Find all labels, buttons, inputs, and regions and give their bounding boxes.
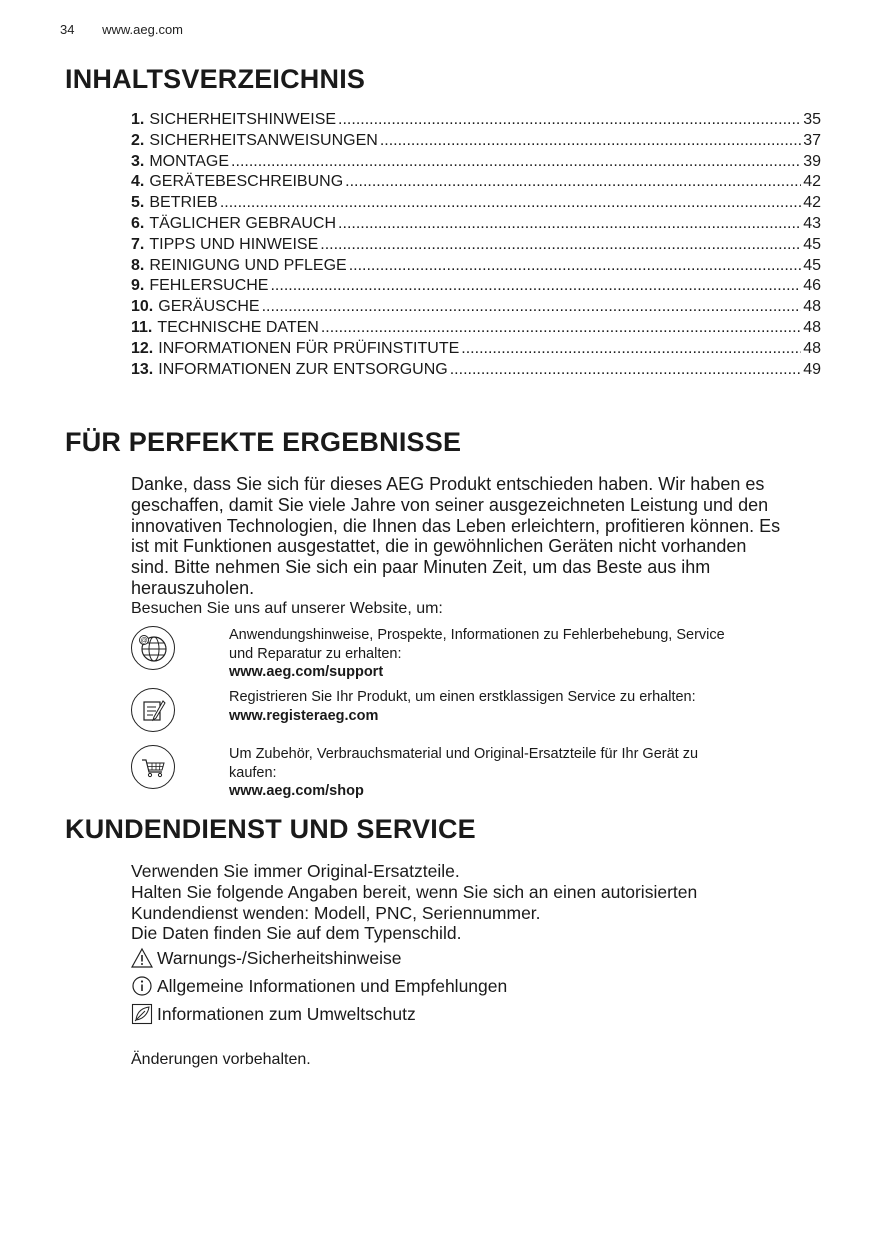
toc-number: 7. (131, 235, 145, 253)
toc-leader (262, 297, 802, 318)
intro-line: geschaffen, damit Sie viele Jahre von seiner ausgezeichneten Leistung und den (131, 494, 769, 515)
toc-number: 10. (131, 298, 154, 316)
toc-entry[interactable] (131, 193, 821, 214)
toc-title: INHALTSVERZEICHNIS (65, 64, 366, 94)
toc-label: INFORMATIONEN ZUR ENTSORGUNG (158, 360, 448, 378)
toc-page: 45 (803, 235, 821, 253)
service-text-line: und Reparatur zu erhalten: (229, 645, 402, 662)
legend-info (131, 975, 507, 997)
toc-label: TECHNISCHE DATEN (157, 318, 319, 336)
legend-label: Warnungs-/Sicherheitshinweise (157, 947, 402, 968)
toc-entry[interactable] (131, 214, 821, 235)
toc-page: 48 (803, 339, 821, 357)
service-line: Kundendienst wenden: Modell, PNC, Seriennummer. (131, 902, 541, 923)
service-text-line: Anwendungshinweise, Prospekte, Informationen zu Fehlerbehebung, Service (229, 627, 725, 643)
service-text-line: kaufen: (229, 764, 277, 781)
service-line: Verwenden Sie immer Original-Ersatzteile. (131, 861, 460, 881)
toc-number: 2. (131, 131, 145, 149)
toc-page: 46 (803, 277, 821, 295)
toc-label: BETRIEB (149, 194, 218, 212)
toc-leader (220, 193, 801, 214)
intro-line: Danke, dass Sie sich für dieses AEG Produkt entschieden haben. Wir haben es (131, 474, 765, 494)
toc-number: 4. (131, 173, 145, 191)
service-text-line: Registrieren Sie Ihr Produkt, um einen erstklassigen Service zu erhalten: (229, 689, 696, 705)
toc-leader (338, 214, 801, 235)
svg-text:@: @ (140, 637, 148, 645)
toc-entry[interactable] (131, 276, 821, 297)
intro-line: ist mit Funktionen ausgestattet, die in gewöhnlichen Geräten nicht vorhanden (131, 536, 747, 557)
toc-label: TIPPS UND HINWEISE (149, 235, 319, 253)
toc-leader (450, 360, 801, 381)
toc-entry[interactable] (131, 152, 821, 173)
toc-entry[interactable] (131, 318, 821, 339)
toc-entry[interactable] (131, 360, 821, 381)
legend-label: Allgemeine Informationen und Empfehlungen (157, 975, 508, 996)
toc-page: 35 (803, 111, 821, 128)
toc-label: SICHERHEITSHINWEISE (149, 111, 337, 128)
intro-line: sind. Bitte nehmen Sie sich ein paar Minuten Zeit, um das Beste aus ihm (131, 557, 711, 578)
legend-label: Informationen zum Umweltschutz (157, 1003, 416, 1024)
toc-number: 8. (131, 256, 145, 274)
intro-line: herauszuholen. (131, 577, 255, 598)
info-icon (131, 975, 153, 997)
toc-page: 42 (803, 173, 821, 191)
section-title-service: KUNDENDIENST UND SERVICE (65, 814, 476, 844)
section-title-perfect: FÜR PERFEKTE ERGEBNISSE (65, 427, 462, 457)
changes-note: Änderungen vorbehalten. (131, 1051, 311, 1068)
toc-label: INFORMATIONEN FÜR PRÜFINSTITUTE (158, 339, 460, 357)
page-header (60, 22, 183, 37)
service-text-line: Um Zubehör, Verbrauchsmaterial und Original-Ersatzteile für Ihr Gerät zu (229, 746, 699, 762)
toc-leader (231, 152, 801, 173)
toc-entry[interactable] (131, 339, 821, 360)
toc-page: 45 (803, 256, 821, 274)
toc-number: 6. (131, 214, 145, 232)
service-line: Die Daten finden Sie auf dem Typenschild. (131, 923, 462, 944)
table-of-contents (131, 110, 821, 380)
service-paragraph (131, 861, 821, 944)
toc-number: 3. (131, 152, 145, 170)
intro-line: innovativen Technologien, die Ihnen das Leben erleichtern, profitieren können. Es (131, 515, 781, 536)
toc-label: REINIGUNG UND PFLEGE (149, 256, 347, 274)
cart-icon (131, 745, 175, 789)
toc-leader (349, 256, 802, 277)
toc-label: GERÄTEBESCHREIBUNG (149, 173, 344, 191)
toc-leader (380, 131, 801, 152)
toc-leader (321, 318, 801, 339)
toc-number: 9. (131, 277, 145, 295)
service-line: Halten Sie folgende Angaben bereit, wenn Sie sich an einen autorisierten (131, 881, 698, 902)
toc-page: 48 (803, 318, 821, 336)
toc-label: SICHERHEITSANWEISUNGEN (149, 131, 378, 149)
intro-paragraph (131, 474, 821, 599)
leaf-icon (131, 1003, 153, 1025)
toc-entry[interactable] (131, 256, 821, 277)
toc-entry[interactable] (131, 110, 821, 131)
toc-entry[interactable] (131, 297, 821, 318)
toc-number: 1. (131, 111, 145, 128)
toc-page: 43 (803, 214, 821, 232)
legend-environment (131, 1003, 416, 1025)
toc-page: 39 (803, 152, 821, 170)
toc-entry[interactable] (131, 172, 821, 193)
toc-entry[interactable] (131, 131, 821, 152)
toc-page: 48 (803, 298, 821, 316)
toc-page: 49 (803, 360, 821, 378)
toc-page: 37 (803, 131, 821, 149)
globe-icon (131, 626, 175, 670)
toc-number: 13. (131, 360, 154, 378)
warning-icon (131, 947, 153, 969)
toc-leader (461, 339, 801, 360)
shop-link[interactable]: www.aeg.com/shop (229, 783, 364, 799)
toc-leader (270, 276, 801, 297)
legend-warning (131, 947, 401, 969)
visit-text: Besuchen Sie uns auf unserer Website, um: (131, 600, 443, 617)
toc-label: GERÄUSCHE (158, 298, 260, 316)
toc-entry[interactable] (131, 235, 821, 256)
support-link[interactable]: www.aeg.com/support (229, 664, 384, 680)
toc-leader (345, 172, 801, 193)
toc-leader (320, 235, 801, 256)
toc-number: 12. (131, 339, 154, 357)
toc-label: FEHLERSUCHE (149, 277, 269, 295)
toc-label: MONTAGE (149, 152, 230, 170)
toc-number: 5. (131, 194, 145, 212)
toc-number: 11. (131, 318, 153, 336)
register-link[interactable]: www.registeraeg.com (229, 707, 379, 724)
toc-leader (338, 110, 801, 131)
toc-page: 42 (803, 194, 821, 212)
register-icon (131, 688, 175, 732)
header-website[interactable]: www.aeg.com (102, 22, 184, 37)
toc-label: TÄGLICHER GEBRAUCH (149, 214, 337, 232)
page-number: 34 (60, 22, 75, 37)
